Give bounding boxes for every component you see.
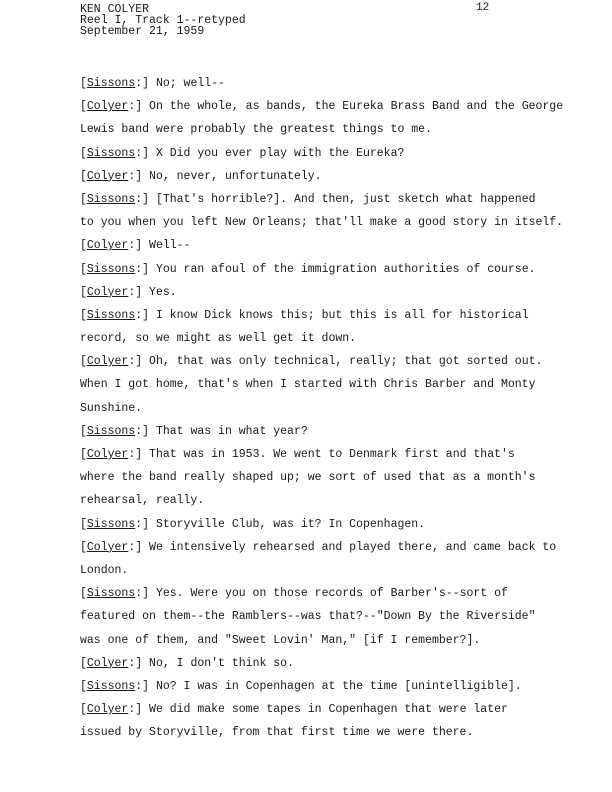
transcript-line (80, 629, 580, 652)
line-text: Yes. (149, 285, 177, 299)
line-text: where the band really shaped up; we sort of used that as a month's (80, 471, 536, 485)
transcript-line: [Sissons:] You ran afoul of the immigration authorities of course. (80, 262, 536, 276)
transcript-line (80, 397, 580, 420)
line-text: record, so we might as well get it down. (80, 332, 357, 346)
line-text: That was in 1953. We went to Denmark first and that's (149, 448, 515, 461)
line-text: featured on them--the Ramblers--was that?--"Down By the Riverside" (80, 610, 536, 624)
speaker-label: Sissons (86, 308, 136, 322)
line-text: rehearsal, really. (80, 494, 205, 508)
line-text: We did make some tapes in Copenhagen that were later (149, 703, 508, 717)
transcript-entry (80, 652, 580, 675)
transcript-line: [Colyer:] On the whole, as bands, the Eureka Brass Band and the George (80, 100, 564, 114)
line-text: No; well-- (155, 77, 225, 90)
transcript-entry (80, 95, 580, 141)
transcript-entry (80, 234, 580, 257)
reel-info: Reel I, Track 1--retyped (80, 14, 246, 27)
transcript-body (80, 72, 580, 744)
transcript-line (80, 559, 580, 582)
speaker-label: Sissons (86, 262, 136, 276)
line-text: No, never, unfortunately. (149, 169, 322, 183)
line-text: [That's horrible?]. And then, just sketch what happened (155, 192, 536, 206)
transcript-line: [Sissons:] [That's horrible?]. And then, just sketch what happened (80, 192, 536, 206)
line-text: I know Dick knows this; but this is all for historical (155, 308, 529, 322)
speaker-label: Colyer (86, 355, 129, 369)
interviewee-name: KEN COLYER (80, 3, 150, 16)
line-text: Sunshine. (80, 401, 143, 415)
transcript-entry (80, 350, 580, 420)
transcript-line: [Colyer:] No, I don't think so. (80, 656, 294, 670)
transcript-entry (80, 582, 580, 652)
transcript-line (80, 327, 580, 350)
transcript-entry (80, 72, 580, 95)
transcript-line: [Colyer:] Well-- (80, 239, 191, 253)
transcript-line (80, 605, 580, 628)
transcript-entry (80, 443, 580, 513)
transcript-entry (80, 675, 580, 698)
transcript-entry (80, 281, 580, 304)
line-text: issued by Storyville, from that first time we were there. (80, 726, 474, 740)
speaker-label: Colyer (86, 703, 129, 717)
transcript-line (80, 466, 580, 489)
transcript-line: [Sissons:] Yes. Were you on those records of Barber's--sort of (80, 587, 508, 601)
transcript-line (80, 489, 580, 512)
transcript-entry (80, 536, 580, 582)
transcript-line (80, 373, 580, 396)
transcript-line: [Colyer:] Oh, that was only technical, really; that got sorted out. (80, 355, 543, 369)
line-text: When I got home, that's when I started with Chris Barber and Monty (80, 378, 536, 392)
speaker-label: Sissons (86, 424, 136, 438)
line-text: to you when you left New Orleans; that'll make a good story in itself. (80, 216, 564, 230)
transcript-line (80, 118, 580, 141)
transcript-entry (80, 188, 580, 234)
line-text: Oh, that was only technical, really; that got sorted out. (149, 355, 543, 369)
speaker-label: Colyer (86, 540, 129, 554)
transcript-line: [Sissons:] Storyville Club, was it? In Copenhagen. (80, 517, 426, 531)
speaker-label: Sissons (86, 679, 136, 693)
speaker-label: Colyer (86, 285, 129, 299)
line-text: Storyville Club, was it? In Copenhagen. (155, 517, 426, 531)
document-header (80, 4, 246, 37)
transcript-line: [Sissons:] No; well-- (80, 77, 225, 90)
transcript-line (80, 211, 580, 234)
transcript-line: [Colyer:] No, never, unfortunately. (80, 169, 322, 183)
line-text: London. (80, 563, 129, 577)
transcript-line: [Colyer:] We intensively rehearsed and played there, and came back to (80, 540, 557, 554)
speaker-label: Colyer (86, 169, 129, 183)
speaker-label: Colyer (86, 448, 129, 461)
line-text: No, I don't think so. (149, 656, 294, 670)
line-text: Lewis band were probably the greatest things to me. (80, 123, 432, 137)
speaker-label: Sissons (86, 587, 136, 601)
page-number: 12 (476, 2, 490, 14)
speaker-label: Colyer (86, 239, 129, 253)
speaker-label: Colyer (86, 100, 129, 114)
transcript-line: [Colyer:] We did make some tapes in Copenhagen that were later (80, 703, 508, 717)
transcript-line: [Sissons:] That was in what year? (80, 424, 308, 438)
line-text: X Did you ever play with the Eureka? (155, 146, 405, 160)
speaker-label: Sissons (86, 517, 136, 531)
line-text: No? I was in Copenhagen at the time [unintelligible]. (155, 679, 522, 693)
speaker-label: Colyer (86, 656, 129, 670)
transcript-entry (80, 258, 580, 281)
transcript-entry (80, 165, 580, 188)
line-text: On the whole, as bands, the Eureka Brass Band and the George (149, 100, 564, 114)
line-text: Yes. Were you on those records of Barber's--sort of (155, 587, 508, 601)
transcript-line: [Sissons:] X Did you ever play with the Eureka? (80, 146, 405, 160)
line-text: You ran afoul of the immigration authorities of course. (155, 262, 536, 276)
speaker-label: Sissons (86, 192, 136, 206)
transcript-entry (80, 304, 580, 350)
transcript-entry (80, 420, 580, 443)
line-text: We intensively rehearsed and played there, and came back to (149, 540, 557, 554)
transcript-entry (80, 142, 580, 165)
transcript-line: [Colyer:] Yes. (80, 285, 177, 299)
transcript-entry (80, 698, 580, 744)
line-text: That was in what year? (155, 424, 308, 438)
transcript-entry (80, 513, 580, 536)
transcript-line: [Colyer:] That was in 1953. We went to Denmark first and that's (80, 448, 515, 461)
speaker-label: Sissons (86, 146, 136, 160)
transcript-line: [Sissons:] No? I was in Copenhagen at the time [unintelligible]. (80, 679, 522, 693)
transcript-line (80, 721, 580, 744)
line-text: Well-- (149, 239, 191, 253)
speaker-label: Sissons (86, 77, 136, 90)
interview-date: September 21, 1959 (80, 25, 205, 38)
line-text: was one of them, and "Sweet Lovin' Man," [if I remember?]. (80, 633, 481, 647)
transcript-line: [Sissons:] I know Dick knows this; but this is all for historical (80, 308, 529, 322)
